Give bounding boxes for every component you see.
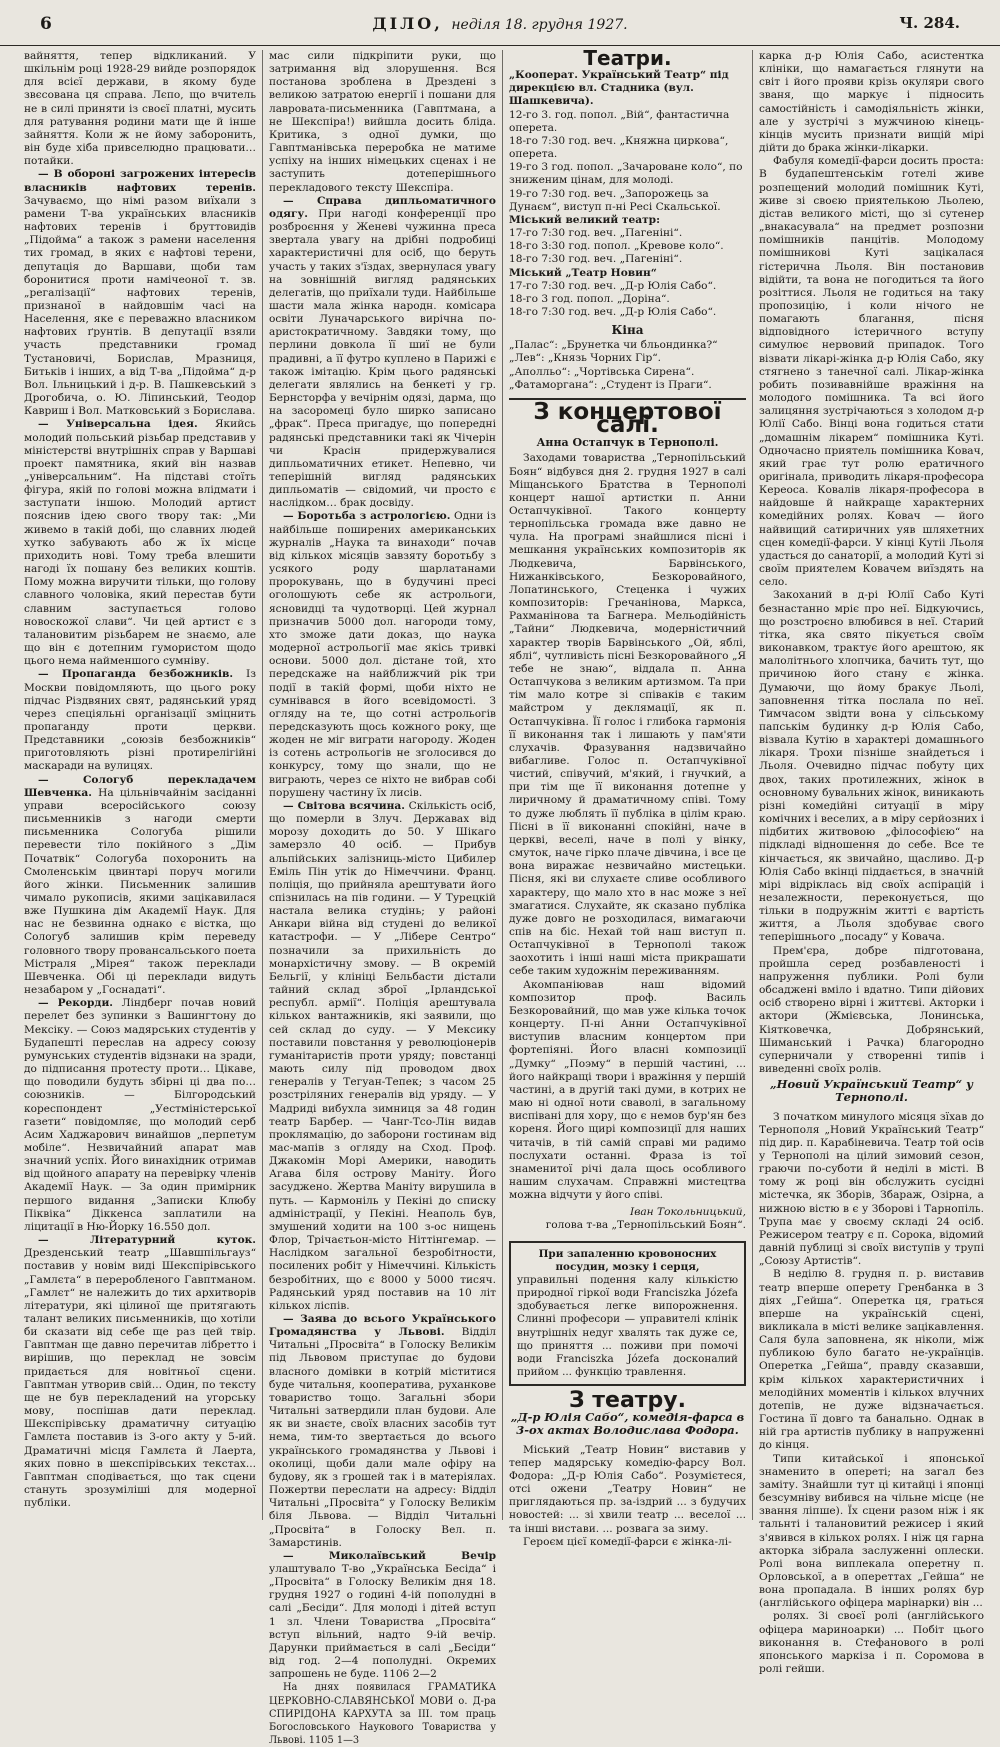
article-paragraph: мас сили підкріпити руки, що затримання від злорушення. Вся постанова зроблена в Дрездені з великою затратою енергії і пошани для лавровата-письменника (Гавптмана, а не Шекспіра!) вийшла досить бліда. Критика, з одної думки, що Гавптманівська переробка не матиме успіху на інших німецьких сценах і не заступить дотеперішнього перекладового тексту Шекспіра. bbox=[269, 50, 496, 194]
news-item: — В обороні загрожених інтересів власників нафтових терeнів. Зачуваємо, що німі разом виїхали з рамени Т-ва українських власників нафтових терeнів і бруттовидів „Підойма“ а також з рамени населення тих громад, в яких є нафтові терени, депутація до Варшави, щоби там боронитися проти намічеоної т. зв. „регалізації“ нафтових терeнів, признаної в найдовшім часі на Населення, яке є переважно власником нафтових ґрунтів. В депутації взяли участь представники громад Тустановичі, Борислав, Мразниця, Битьків і інших, а від Т-ва „Підойма“ д-р Вол. Ільницький і д-р. В. Пашкевський з Дрогобича, о. Ю. Ліпинський, Теодор Кавриш і Вол. Матковський з Борислава. bbox=[24, 168, 256, 418]
news-rubric: — Боротьба з астрологією. bbox=[283, 510, 451, 523]
masthead bbox=[0, 0, 1000, 46]
issue-number: Ч. 284. bbox=[899, 14, 960, 32]
cinema-heading: Кіна bbox=[611, 323, 644, 338]
cinema-line: „Палас“: „Брунетка чи бльондинка?“ bbox=[509, 339, 718, 352]
article-paragraph: вайняття, тепер відкликаний. У шкільнім році 1928-29 вийде розпорядок для всієї держави, в якому буде звєсована ця справа. Лєпо, що вчитель не в силі приняти із своєї платні, мусить для ратування родини мати ще й інше зайняття. Коли ж не йому заборонить, він буде хіба привселюдно працювати… потайки. bbox=[24, 50, 256, 168]
schedule-line: 19-го 7:30 год. веч. „Запорожець за Дунаєм“, виступ п-ні Ресі Скальської. bbox=[509, 187, 721, 213]
schedule-line: 17-го 7:30 год. веч. „Пагеніні“. bbox=[509, 227, 683, 240]
newspaper-name: ДІЛО bbox=[372, 14, 435, 33]
concert-subheading: Анна Остапчук в Тернополі. bbox=[536, 436, 719, 450]
theatre-name: Міський великий театр: bbox=[509, 213, 660, 226]
theatre-review-heading: З театру. bbox=[568, 1388, 686, 1414]
news-item: — Справа дипльоматичного одягу. При нагоді конференції про розброєння у Женеві чужинна преса звертала увагу на дрібні подробиці характеристичні для осіб, що беруть участь у таких з'їздах, звернулася увагу на зовнішній вигляд радянських делегатів, що приїхали туди. Найбільше шасти мала жінка народн. комісара освіти Луначарського вирічна по-аристократичному. Завдяки тому, що перлини довкола її шиї не були прадивні, а її футро куплено в Парижі є також імітацію. Крім цього радянські делегати являлись на бенкеті у гр. Бернсторфа у вечірнім одязі, дарма, що на засоромеці було ширко записано „фрак“. Преса пригадує, що попередні радянські представники такі як Чічерін чи Красін придержувалися дипльоматичних етикет. Непевно, чи теперішній вигляд радянських дипльоматів — свідомий, чи просто є наслідком… брак досвіду. bbox=[269, 194, 496, 510]
ad-text: управильні подення калу кількістю природної гіркої води Franciszka Józefa здобувається легке випорожнення. Слинні професори — управителі клінік внутрішніх недуг хвалять так дуже се, що приняття ... поживи при помочі води Franciszka Józefa досконалий прийом ... функцію травлення. bbox=[517, 1273, 738, 1378]
article-paragraph: Типи китайської і японської знаменито в опереті; на загал без заміту. Знайшли тут ці китайці і японці безсумніву вибився на чільне місце (не звання ліпше). Їх сцени разом ніж і як тальнті і талановитий режисер і який з'явився в кількох ролях. І ніж ця гарна акторка зібрала заслуженні оплески. Ролі вона виплекала оперетну п. Орловської, а в опереттах „Гейша“ не вона пропадала. В інших ролях бур (англійського офіцера марінарки) він ... bbox=[759, 1452, 984, 1610]
newspaper-title: ДІЛО, неділя 18. грудня 1927. bbox=[372, 14, 628, 33]
theatre-name: „Кооперат. Український Театр“ під дирекцією вл. Стадника (вул. Шашкевича). bbox=[509, 69, 729, 108]
schedule-line: 12-го 3. год. попол. „Вій“, фантастична оперета. bbox=[509, 108, 730, 134]
theatre-review: Героєм цієї комедії-фарси є жінка-лі- bbox=[523, 1535, 732, 1548]
cinema-line: „Аполльо“: „Чортівська Сирена“. bbox=[509, 365, 695, 378]
ad-title: При запаленню кровоносних посудин, мозку і серця, bbox=[538, 1247, 717, 1273]
news-item: — Боротьба з астрологією. Одни із найбільше поширених американських журналів „Наука та винаходи“ почав від кількох місяців завзяту боротьбу з усякого роду шарлатанами пророкувань, що в будучині пресі оголошують себе як астрольоги, ясновидці та чудотворці. Цей журнал призначив 5000 дол. нагороди тому, хто зможе дати доказ, що наука модерної астрольогії має якісь тривкі основи. 5000 дол. дістане той, хто передскаже на найближчий рік три події в такій формі, щоби ніхто не сумнівався в його всевідомості. З огляду на те, що сотні астрольогів передсказують щось кожного року, ще жоден не міг виграти нагороду. Жоден із сотень астрольогів не зголосився до конкурсу, тому що знали, що не виграють, через се ніхто не вибрав собі порушену частину їх лисів. bbox=[269, 510, 496, 799]
news-item: — Світова всячина. Скількість осіб, що померли в Злуч. Державах від морозу доходить до 50. У Шікаго замерзло 40 осіб. — Прибув альпійських залізниць-місто Цибилер Еміль Пін утік до Німеччини. Франц. поліція, що прийняла арештувати його спізнилась на пів години. — У Турецкій настала велика студінь; у районі Анкари війна від студені до великої катастрофи. — У „Лібере Сентро“ позначили за прихильність до монархістичну змову. — В окремій Бельгії, у клініці Бельбасти дістали тайний склад зброї „Ірландської республ. армії“. Поліція арештувала кількох вантажників, які заявили, що сей склад до суду. — У Мексику поставили повстання у революціонерів гуманітаристів проти уряду; повстанці мають силу під проводом двох генералів у Тегуан-Тепек; з часом 25 розстріляних генералів від уряду. — У Мадриді вибухла зимниця за 48 годин театр Барбер. — Чанг-Тсо-Лін видав проклямацію, до заборони гостинам від мас-мапів з огляду на Сход. Проф. Джакомін Морі Америки, наводить Агава біля острову Маніту. Його засуджено. Жертва Маніту вирушила в путь. — Кармоніль у Пекіні до списку адміністрації, у Пекіні. Неаполь був, змушений ходити на 100 з-ос нищень Флор, Трічаєтьон-місто Ніттінгемар. — Наслідком загальної безробітности, посилених робіт у Німеччині. Кількість безробітних, що є 8000 у 5000 тисяч. Радянський уряд поставив на 10 літ кількох ліспів. bbox=[269, 799, 497, 1312]
article-paragraph: карка д-р Юлія Сабо, асистентка клініки, що намагається глянути на світ і його прояви крізь окуляри свого званя, що маркує і підносить самостійність і самодіяльність жінки, але у зустрічі з мужчиною кінець-кінців мусить признати вищій мірі дійти до брака жінки-лікарки. bbox=[759, 50, 984, 155]
theatres-heading: Театри. bbox=[583, 46, 672, 70]
theatre-review-subheading: „Д-р Юлія Сабо“, комедія-фарса в 3-ох актах Володислава Фодора. bbox=[510, 1410, 745, 1438]
concert-heading: З концертової салі. bbox=[509, 398, 746, 432]
schedule-line: 18-го 7:30 год. веч. „Пагеніні“. bbox=[509, 253, 683, 266]
schedule-line: 18-го 7:30 год. веч. „Княжна циркова“, оперета. bbox=[509, 134, 729, 161]
news-item: — Сологуб перекладачем Шевченка. На цільнівчайнім засіданні управи всеросійського союзу письменників з нагоди смерти письменника Сологуба рішили перевести тіло покійного з „Дім Початвік“ Сологуба похоронить на Смоленськім цвинтарі поруч могили його жінки. Письменник залишив чимало рукописів, якими зацікавилася вже Пушкина дім Академії Наук. Для нас не безвинна однако є вістка, що Сологуб залишив крім переведу головного твору провансальського поета Містраля „Мірея“ також переклади Шевченка. Обі ці переклади видуть незабаром у „Госнадаті“. bbox=[24, 773, 256, 997]
column-3 bbox=[502, 46, 752, 1548]
article-paragraph: Фабуля комедії-фарси досить проста: В будапештенськім готелі живе розпещений молодий помішник Куті, живе зі своєю приятелькою Льолею, дістав великого місті, що зі сутенер „внакасувала“ на предмет розпозни помішників панцітів. Молодому помішникові Куті зацікалася гістерична Льоля. Він постановив відійти, та вона не погодиться та його розіттися. Льоля не годиться на таку пропозицію, і коли нічого не помагають благання, пісня відповідного істеричного вступу симулює нервовий припадок. Того візвати лікарі-жінка д-р Юлія Сабо, яку стягнено з танечної салі. Лікар-жінка робить позивавнійше вражіння на молодого помішника. Та всі його залицяння зустрічаються з холодом д-р Юлії Сабо. Вінці вона годиться стати „домашнім лікарем“ помішника Куті. Одночасно приятель помішника Ковач, який грає тут ролю ератичного оригінала, приводить лікаря-професора Кереоса. Ковалів лікаря-професора в найдовше й найкраще характерних комедійних ролях. Ковач — його найвищий сатиричних уяв шляхетних сцен комедії-фарси. У кінці Кутіі Льоля удасться до санаторії, а молодий Куті зі своїм приятелем Ковачем виїздять на село. bbox=[759, 155, 984, 589]
news-rubric: — Рекорди. bbox=[38, 997, 113, 1010]
theatre-name: Міський „Театр Новин“ bbox=[509, 266, 657, 279]
schedule-line: 18-го 7:30 год. веч. „Д-р Юлія Сабо“. bbox=[509, 305, 717, 318]
article-paragraph: Прем'єра, добре підготована, пройшла серед розбавленості і напруження публики. Ролі були обсаджені вміло і вдатно. Типи дійових осіб створено вірні і життєві. Акторки і актори (Жмієвська, Лонинська, Кіятковечка, Добрянський, Шиманський і Рачка) благородно суперничали у створенні типів і виведенні своїх ролів. bbox=[759, 944, 984, 1076]
schedule-line: 19-го 3 год. попол. „Зачароване коло“, по зниженим цінам, для молоді. bbox=[509, 161, 743, 187]
news-rubric: — В обороні загрожених інтересів власників нафтових терeнів. bbox=[24, 168, 256, 194]
article-paragraph: Закоханий в д-рі Юлії Сабо Куті безнастанно мріє про неї. Бідкуючись, що розстроєно влюбився в неї. Старий тітка, яка свято пікується своїм виконавком, трактує його арештою, як малолітнього хлопчика, бачить тут, що причиною його стану є жінка. Думаючи, що йому бракує Льолі, заповнення тітка послала по неї. Тимчасом звідти вона у сільському папськім будинку д-р Юлія Сабо, візвала Кутію в характері домашнього лікаря. Трохи пізніше знайдеться і Льоля. Очевидно підчас побуту цих двох, таких протилежних, жінок в основному бувальних жінок, виникають різні комедійні ситуації в міру комічних і веселих, а в міру серйозних і підбитих житвовою „філософією“ на підкладі відношення до себе. Все те кінчається, як звичайно, щасливо. Д-р Юлія Сабо вкінці піддається, в значній мірі відріклась від своїх аспірацій і незалежности, переконується, що тільки в подружнім житті є вартість життя, а Льоля здобуває свого теперішнього „посаду“ у Ковача. bbox=[759, 589, 984, 944]
concert-review: Акомпаніював наш відомий композитор проф. Василь Безкоровайний, що мав уже кілька точок концерту. П-ні Анни Остапчуківної виступив власним концертом при фортепіяні. Його власні композиції „Думку“ „Поэму“ в першій частині, ... його найкращі твори і вражіння у першій частині, а в другій такі думи, в котрих не маю ні одної ноти сваволі, в загальному виспівані для хору, що є немов бур'ян без кореня. Його щирі композиції для наших читачів, в тій самій справі ми радимо послухати останні. Фраза із тої знаменитої річі дала щось особливого нашим слухачам. Справжні мистецтва можна відчути у його співі. bbox=[509, 978, 746, 1202]
news-item: — Рекорди. Ліндберг почав новий перелет без зупинки з Вашингтону до Мексіку. — Союз мадярських студентів у Будапешті переслав на адресу союзу румунських студентів відзнаки на зради, до підписання протесту проти… Цікаве, що поводили будуть збірні ці два по… союзників. — Білгородський кореспондент „Уестміністерської газети“ повідомляє, що молодий серб Асим Хаджарович винайшов „перпетум мобіле“. Незвичайний апарат мав значний успіх. Його винахідник отримав від щойного апарату на перевірку членів Академії Наук. — За один примірник першого видання „Записки Клюбу Піквіка“ Діккенса заплатили на ліцитації в Ню-Йорку 16.550 дол. bbox=[24, 997, 256, 1233]
news-rubric: — Миколаївський Вечір bbox=[283, 1549, 496, 1562]
news-rubric: — Універсальна ідея. bbox=[38, 418, 198, 431]
article-paragraph: ролях. Зі своєї ролі (англійського офіцера мариноарки) ... Побіт цього виконання в. Стефанового в ролі японського маркіза і п. Соромова в ролі гейши. bbox=[759, 1610, 984, 1676]
cinema-line: „Лев“: „Князь Чорних Гір“. bbox=[509, 352, 662, 365]
news-item: — Універсальна ідея. Якийсь молодий польський різьбар представив у міністерстві внутрішніх справ у Варшаві проект памятника, який він назвав „універсальним“. На підставі стоїть фігура, якій по голові можна влідмати і заступати іншою. Молодий артист пояснив ідею свого твору так: „Ми живемо в такій добі, що славних людей хутко забувають або ж їх місце приходить нові. Тому треба влешити нагоді їх пошану без великих коштів. Пому можна виручити тільки, що голову славного чоловіка, який перестав бути славним заступається голово новоскожої слави“. Чи цей артист є з талановитим різьбарем не знаємо, але що він є дотепним гумористом щодо цього нема найменшого сумніву. bbox=[24, 418, 256, 668]
concert-review: Заходами товариства „Тернопільський Боян“ відбувся дня 2. грудня 1927 в салі Міщанського Братства в Тернополі концерт нашої артистки п. Анни Остапчуківної. Такого концерту тернопільська громада вже давно не чула. На програмі знайшлися пісні і мешкання українських композиторів як Людкевича, Барвінського, Нижанківського, Безкоровайного, Лопатинського, Стеценка і чужих композиторів: Гречанінова, Маркса, Рахманінова та Багнера. Мельодійність „Тайни“ Людкевича, модерністичний характер творів Барвінського „Ой, яблі, яблі“, чутливість пісні Безкоровайного „Я тебе не знаю“, віддала п. Анна Остапчукова з великим артизмом. Та при тім мало котре зі співаків є таким майстром у деклямації, як п. Остапчуківна. Її голос і глибока гармонія її виконання так і лишають у пам'яти слухачів. Фразування надзвичайно вибагливе. Голос п. Остапчуківної чистий, співучий, м'який, і гнучкий, а при тім ще її виконання дотепне у лиричному й драматичному співі. Тому то дуже люблять її публіка в цілім краю. Пісні в її виконанні спокійні, наче в церкві, веселі, наче в полі у вінку, смуток, наче гірко плаче дівчина, і все це вона виражає незвичайно мистецьки. Пісня, які ви слухаєте сливе особливого характеру, що мало хто в нас може з неї змагатися. Слухайте, як сказано публіка дуже довго не розходилася, вимагаючи спів на біс. Нехай той наш виступ п. Остапчуківної в Тернополі також заохотить і інші наші міста прикрашати себе таким художнім переживанням. bbox=[509, 452, 746, 978]
news-rubric: — Літературний куток. bbox=[38, 1234, 256, 1247]
signature-role: голова т-ва „Тернопільський Боян“. bbox=[545, 1219, 746, 1232]
theatre-schedule bbox=[509, 69, 746, 392]
schedule-line: 17-го 7:30 год. веч. „Д-р Юлія Сабо“. bbox=[509, 279, 717, 292]
news-item: — Заява до всього Українського Громадянства у Львові. Відділ Читальні „Просвіта“ в Голоску Великім під Львовом приступає до будови власного домівки в котрій міститися буде читальня, кооператива, руханкове товариство тощо. Загальні збори Читальні затвердили план будови. Але як ви знаєте, своїх власних засобів тут нема, тим-то звертається до всього українського громадянства у Львові і околиці, щоби дали мале офіру на будову, як з грошей так і в матеріялах. Пожертви переслати на адресу: Відділ Читальні „Просвіта“ у Голоску Великім біля Львова. — Відділ Читальні „Просвіта“ в Голоску Вел. п. Замарстинів. bbox=[269, 1313, 497, 1549]
schedule-line: 18-го 3:30 год. попол. „Кревове коло“. bbox=[509, 240, 724, 253]
column-1 bbox=[18, 50, 262, 1520]
cinema-line: „Фатаморгана“: „Студент із Праги“. bbox=[509, 378, 712, 391]
theatre-review: Міський „Театр Новин“ виставив у тепер мадярську комедію-фарсу Вол. Фодора: „Д-р Юлія Сабо“. Розумієтеся, отсі ожени „Театру Новин“ не приглядаються пр. за-іздрий ... з будучих новостей: ... зі хвили театр ... веселої ... та інші вистави. ... розвага за зиму. bbox=[509, 1443, 746, 1535]
news-rubric: — Справа дипльоматичного одягу. bbox=[269, 194, 496, 220]
schedule-line: 18-го 3 год. попол. „Доріна“. bbox=[509, 292, 670, 305]
column-2 bbox=[262, 50, 502, 1746]
news-rubric: — Сологуб перекладачем Шевченка. bbox=[24, 773, 256, 799]
article-paragraph: В неділю 8. грудня п. р. виставив театр вперше оперету Гренбанка в 3 діях „Гейша“. Оперетка ця, граться вперше на українській сцені, викликала в місті велике зацікавлення. Саля була заповнена, як ніколи, між публикою було багато не-українців. Оперетка „Гейша“, правду сказавши, крім кількох характеристичних і мелодійних моментів і кількох влучних дотепів, не дуже відзначається. Гостина її довго та банально. Однак в ній гра артистів публику в напруженні до кінця. bbox=[759, 1268, 984, 1452]
news-rubric: — Пропаганда безбожників. bbox=[38, 668, 234, 681]
page-number: 6 bbox=[40, 14, 52, 34]
book-notice: На днях появилася ГРАМАТИКА ЦЕРКОВНО-СЛАВЯНСЬКОЇ МОВИ о. Д-ра СПИРІДОНА КАРХУТА за III. том праць Богословського Наукового Товариства у Львові. 1105 1—3 bbox=[269, 1682, 496, 1746]
news-rubric: — Світова всячина. bbox=[283, 799, 405, 812]
article-paragraph: З початком минулого місяця зїхав до Тернополя „Новий Український Театр“ під дир. п. Карабіневича. Театр той осів у Тернополі на цілий зимовий сезон, граючи по-суботи й неділі в місті. В тому ж році він обслужить сусідні містечка, як Зборів, Збараж, Озірна, а нижною вістю в є у Зборові і Тарнопіль. Трупа має у своєму складі 24 осіб. Режисером театру є п. Сорока, відомий давній публиці зі своїх виступів у трупі „Союзу Артистів“. bbox=[759, 1110, 985, 1268]
signature-name: Іван Токольницький, bbox=[630, 1206, 746, 1219]
issue-date: неділя 18. грудня 1927. bbox=[451, 17, 628, 33]
news-rubric: — Заява до всього Українського Громадянства у Львові. bbox=[269, 1313, 496, 1339]
column-4 bbox=[752, 50, 990, 1676]
news-item: — Миколаївський Вечір улаштувало Т-во „Українська Бесіда“ і „Просвіта“ в Голоску Великім дня 18. грудня 1927 о годині 4-ій пополудні в салі „Бесіди“. Для молоді і дітей вступ 1 зл. Члени Товариства „Просвіта“ вступ вільний, надто 9-ій вечір. Дарунки приймається в салі „Бесіди“ від год. 2—4 пополудні. Окремих запрошень не буде. 1106 2—2 bbox=[269, 1549, 496, 1681]
section-heading: „Новий Український Театр“ у Тернополі. bbox=[770, 1077, 973, 1105]
news-item: — Пропаганда безбожників. Із Москви повідомляють, що цього року підчас Різдвяних свят, радянський уряд через спеціяльні організації зміцнить пропаганду проти церкви. Представники „союзів безбожників“ приготовляють різні протирелігійні маскаради на вулицях. bbox=[24, 668, 256, 773]
news-item: — Літературний куток. Дрезденський театр „Шавшпільгауз“ поставив у новім виді Шекспірівського „Гамлєта“ в переробленого Гавптманом. „Гамлєт“ не належить до тих архитворів літератури, які цілиної ще притягають талант великих письменників, що хотіли би сказати від себе ще раз цей твір. Гавптман ще давно перечитав лібретто і вирішив, що переклад не зовсім придається для новітньої сцени. Гавптман утворив свій... Один, по тексту ще не був перекладений на угорську мову, поспішав дати переклад. Шекспірівську драматичну ситуацію Гамлєта поставив із 3-ого акту у 5-ий. Драматичні місця Гамлєта й Лаерта, яких повно в шекспірівських текстах... Гавптман сподівається, що так сцени стануть зрозуміліші для модерної публіки. bbox=[24, 1234, 256, 1510]
advertisement-box bbox=[509, 1241, 746, 1387]
